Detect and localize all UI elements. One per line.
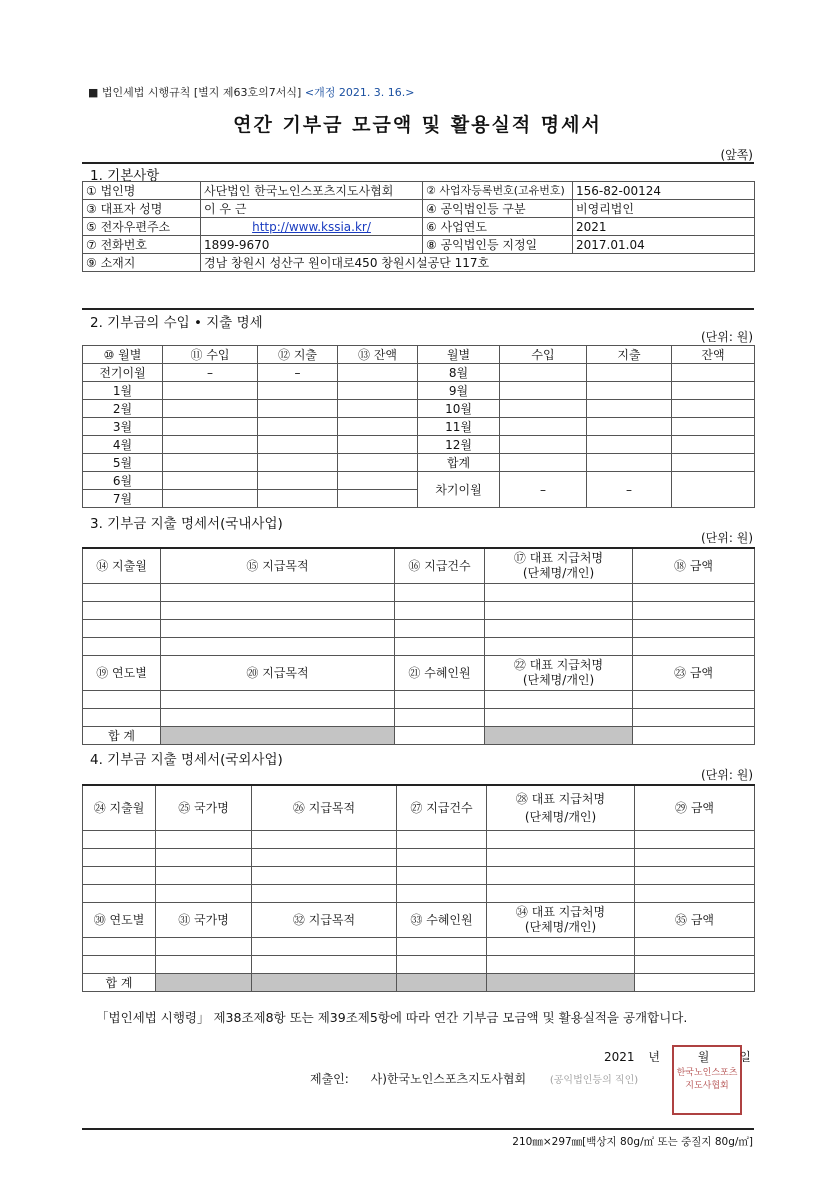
cell [252, 938, 397, 956]
cell [156, 974, 252, 992]
table-row [83, 254, 755, 272]
cell [635, 956, 755, 974]
col-expense-month: ㉔ 지출월 [83, 785, 156, 831]
cell [258, 490, 338, 508]
col-expense-2: 지출 [587, 346, 672, 364]
cell [252, 849, 397, 867]
cell [258, 436, 338, 454]
fiscal-year-value: 2021 [573, 218, 755, 236]
table-row [83, 436, 755, 454]
cell [500, 418, 587, 436]
cell [633, 709, 755, 727]
col-month-2: 월별 [418, 346, 500, 364]
seal-hint: (공익법인등의 직인) [549, 1075, 639, 1086]
table-row [83, 938, 755, 956]
table-row [83, 691, 755, 709]
col-purpose: ⑳ 지급목적 [161, 656, 395, 691]
cell [487, 831, 635, 849]
recipient-sub: (단체명/개인) [524, 920, 597, 934]
cell [397, 974, 487, 992]
col-amount: ㉙ 금액 [635, 785, 755, 831]
col-country: ㉛ 국가명 [156, 903, 252, 938]
month-label: 5월 [83, 454, 163, 472]
cell [338, 418, 418, 436]
col-amount: ⑱ 금액 [633, 548, 755, 584]
month-label: 1월 [83, 382, 163, 400]
designation-date-value: 2017.01.04 [573, 236, 755, 254]
col-income: ⑪ 수입 [163, 346, 258, 364]
cell [258, 418, 338, 436]
phone-value: 1899-9670 [201, 236, 423, 254]
cell [395, 584, 485, 602]
col-expense: ⑫ 지출 [258, 346, 338, 364]
date-wol: 월 [697, 1050, 710, 1064]
official-seal [672, 1045, 742, 1115]
section1-rule [82, 162, 754, 164]
section2-unit: (단위: 원) [701, 330, 753, 344]
col-month: ⑩ 월별 [83, 346, 163, 364]
cell [163, 490, 258, 508]
table-row [83, 885, 755, 903]
date-year: 2021 [604, 1050, 635, 1064]
carry-next-label: 차기이월 [418, 472, 500, 508]
cell [83, 885, 156, 903]
cell [161, 584, 395, 602]
cell [83, 602, 161, 620]
table-row [83, 400, 755, 418]
cell [252, 956, 397, 974]
col-amount: ㉓ 금액 [633, 656, 755, 691]
cell [397, 867, 487, 885]
cell [163, 436, 258, 454]
cell [338, 400, 418, 418]
form-reference [88, 84, 415, 100]
cell [635, 849, 755, 867]
recipient-title: ㉘ 대표 지급처명 [515, 792, 606, 806]
cell [635, 938, 755, 956]
cell [395, 709, 485, 727]
cell [252, 885, 397, 903]
cell [500, 400, 587, 418]
reg-number-label: ② 사업자등록번호(고유번호) [423, 182, 573, 200]
cell [156, 938, 252, 956]
col-year: ⑲ 연도별 [83, 656, 161, 691]
footer-rule [82, 1128, 754, 1130]
cell [500, 382, 587, 400]
cell [485, 602, 633, 620]
table-row [83, 584, 755, 602]
section4-unit: (단위: 원) [701, 768, 753, 782]
cell [397, 849, 487, 867]
reg-number-value: 156-82-00124 [573, 182, 755, 200]
recipient-sub: (단체명/개인) [522, 566, 595, 580]
table-row [83, 602, 755, 620]
cell [587, 454, 672, 472]
page-side: (앞쪽) [720, 148, 753, 162]
ceo-label: ③ 대표자 성명 [83, 200, 201, 218]
cell [83, 584, 161, 602]
cell [161, 638, 395, 656]
cell [635, 974, 755, 992]
table-header-row [83, 785, 755, 831]
submitter-label: 제출인: [310, 1072, 349, 1086]
website-link[interactable]: http://www.kssia.kr/ [252, 219, 371, 234]
col-purpose: ㉖ 지급목적 [252, 785, 397, 831]
recipient-title: ㉞ 대표 지급처명 [515, 905, 606, 919]
cell [163, 472, 258, 490]
cell [672, 382, 755, 400]
cell [258, 382, 338, 400]
total-row [83, 727, 755, 745]
cell [338, 364, 418, 382]
page-title: 연간 기부금 모금액 및 활용실적 명세서 [233, 114, 602, 136]
cell [397, 885, 487, 903]
cell [163, 418, 258, 436]
section1-title: 1. 기본사항 [90, 168, 160, 184]
org-type-label: ④ 공익법인등 구분 [423, 200, 573, 218]
income-expense-table [82, 345, 755, 508]
date-il: 일 [739, 1050, 751, 1064]
cell [156, 867, 252, 885]
cell [163, 454, 258, 472]
cell [395, 602, 485, 620]
table-header-row [83, 656, 755, 691]
month-label: 6월 [83, 472, 163, 490]
month-label: 2월 [83, 400, 163, 418]
total-label: 합 계 [83, 974, 156, 992]
corp-name-label: ① 법인명 [83, 182, 201, 200]
cell [252, 974, 397, 992]
table-row [83, 236, 755, 254]
carry-next-income: – [500, 472, 587, 508]
cell [338, 472, 418, 490]
table-row [83, 182, 755, 200]
table-row [83, 472, 755, 490]
cell [587, 436, 672, 454]
seal-text: 한국노인스포츠지도사협회 [676, 1068, 738, 1091]
fiscal-year-label: ⑥ 사업연도 [423, 218, 573, 236]
table-row [83, 218, 755, 236]
cell [83, 849, 156, 867]
col-income-2: 수입 [500, 346, 587, 364]
month-label: 3월 [83, 418, 163, 436]
section2-rule [82, 308, 754, 310]
cell [485, 620, 633, 638]
month-label: 11월 [418, 418, 500, 436]
revision-note: <개정 2021. 3. 16.> [304, 86, 415, 99]
cell [672, 400, 755, 418]
col-country: ㉕ 국가명 [156, 785, 252, 831]
cell [672, 418, 755, 436]
cell [587, 382, 672, 400]
submitter-line [310, 1070, 638, 1087]
cell [83, 691, 161, 709]
submitter-name: 사)한국노인스포츠지도사협회 [370, 1072, 527, 1086]
cell [633, 602, 755, 620]
table-row [83, 638, 755, 656]
col-balance: ⑬ 잔액 [338, 346, 418, 364]
cell [485, 638, 633, 656]
col-recipient [485, 548, 633, 584]
cell [252, 867, 397, 885]
cell [485, 584, 633, 602]
cell [672, 472, 755, 508]
cell [163, 382, 258, 400]
cell [83, 938, 156, 956]
table-row [83, 849, 755, 867]
cell [633, 691, 755, 709]
month-label: 10월 [418, 400, 500, 418]
section3-title: 3. 기부금 지출 명세서(국내사업) [90, 516, 283, 532]
cell [672, 364, 755, 382]
cell [161, 709, 395, 727]
date-nyeon: 년 [648, 1050, 660, 1064]
cell [395, 727, 485, 745]
table-row [83, 709, 755, 727]
table-row [83, 382, 755, 400]
col-recipient [487, 903, 635, 938]
overseas-expense-table [82, 784, 755, 992]
cell [156, 885, 252, 903]
col-beneficiaries: ㉑ 수혜인원 [395, 656, 485, 691]
month-label: 8월 [418, 364, 500, 382]
col-recipient [487, 785, 635, 831]
cell [83, 638, 161, 656]
col-purpose: ⑮ 지급목적 [161, 548, 395, 584]
recipient-sub: (단체명/개인) [522, 673, 595, 687]
table-row [83, 831, 755, 849]
section2-title: 2. 기부금의 수입 • 지출 명세 [90, 315, 263, 331]
cell [485, 727, 633, 745]
table-header-row [83, 548, 755, 584]
month-label: 7월 [83, 490, 163, 508]
cell [485, 691, 633, 709]
cell [487, 956, 635, 974]
section3-unit: (단위: 원) [701, 531, 753, 545]
cell [633, 727, 755, 745]
cell [487, 885, 635, 903]
cell [487, 849, 635, 867]
cell [635, 831, 755, 849]
carry-next-expense: – [587, 472, 672, 508]
month-label: 9월 [418, 382, 500, 400]
cell [487, 974, 635, 992]
table-row [83, 620, 755, 638]
cell [397, 831, 487, 849]
cell [587, 400, 672, 418]
cell [397, 938, 487, 956]
domestic-expense-table [82, 547, 755, 745]
carry-prev-income: – [163, 364, 258, 382]
cell [395, 638, 485, 656]
col-balance-2: 잔액 [672, 346, 755, 364]
cell [83, 867, 156, 885]
cell [635, 867, 755, 885]
ceo-value: 이 우 근 [201, 200, 423, 218]
cell [633, 638, 755, 656]
cell [485, 709, 633, 727]
cell [633, 584, 755, 602]
recipient-title: ⑰ 대표 지급처명 [513, 551, 604, 565]
email-label: ⑤ 전자우편주소 [83, 218, 201, 236]
col-count: ㉗ 지급건수 [397, 785, 487, 831]
recipient-sub: (단체명/개인) [524, 810, 597, 824]
month-label: 4월 [83, 436, 163, 454]
cell [163, 400, 258, 418]
cell [161, 620, 395, 638]
cell [252, 831, 397, 849]
col-amount: ㉟ 금액 [635, 903, 755, 938]
phone-label: ⑦ 전화번호 [83, 236, 201, 254]
table-header-row [83, 903, 755, 938]
cell [487, 867, 635, 885]
address-value: 경남 창원시 성산구 원이대로450 창원시설공단 117호 [201, 254, 755, 272]
col-beneficiaries: ㉝ 수혜인원 [397, 903, 487, 938]
cell [587, 364, 672, 382]
cell [258, 400, 338, 418]
cell [83, 709, 161, 727]
cell [672, 436, 755, 454]
cell [156, 831, 252, 849]
table-header-row [83, 346, 755, 364]
designation-date-label: ⑧ 공익법인등 지정일 [423, 236, 573, 254]
table-row [83, 956, 755, 974]
table-row [83, 364, 755, 382]
cell [161, 727, 395, 745]
table-row [83, 200, 755, 218]
cell [672, 454, 755, 472]
cell [500, 436, 587, 454]
col-expense-month: ⑭ 지출월 [83, 548, 161, 584]
cell [500, 364, 587, 382]
total-label: 합 계 [83, 727, 161, 745]
cell [397, 956, 487, 974]
cell [338, 454, 418, 472]
cell [258, 454, 338, 472]
cell [487, 938, 635, 956]
paper-spec: 210㎜×297㎜[백상지 80g/㎡ 또는 중질지 80g/㎡] [512, 1136, 753, 1148]
recipient-title: ㉒ 대표 지급처명 [513, 658, 604, 672]
total-label: 합계 [418, 454, 500, 472]
col-count: ⑯ 지급건수 [395, 548, 485, 584]
cell [633, 620, 755, 638]
cell [258, 472, 338, 490]
cell [83, 956, 156, 974]
table-row [83, 867, 755, 885]
cell [338, 382, 418, 400]
table-row [83, 454, 755, 472]
month-label: 전기이월 [83, 364, 163, 382]
col-year: ㉚ 연도별 [83, 903, 156, 938]
address-label: ⑨ 소재지 [83, 254, 201, 272]
email-value[interactable] [201, 218, 423, 236]
cell [156, 956, 252, 974]
cell [338, 490, 418, 508]
cell [500, 454, 587, 472]
basic-info-table [82, 181, 755, 272]
month-label: 12월 [418, 436, 500, 454]
cell [156, 849, 252, 867]
section4-title: 4. 기부금 지출 명세서(국외사업) [90, 752, 283, 768]
carry-prev-expense: – [258, 364, 338, 382]
cell [338, 436, 418, 454]
table-row [83, 418, 755, 436]
rule-reference: ■ 법인세법 시행규칙 [별지 제63호의7서식] [88, 86, 302, 99]
cell [161, 602, 395, 620]
cell [83, 620, 161, 638]
disclosure-statement: 「법인세법 시행령」 제38조제8항 또는 제39조제5항에 따라 연간 기부금 모금액 및 활용실적을 공개합니다. [96, 1010, 688, 1025]
cell [83, 831, 156, 849]
total-row [83, 974, 755, 992]
org-type-value: 비영리법인 [573, 200, 755, 218]
cell [635, 885, 755, 903]
col-purpose: ㉜ 지급목적 [252, 903, 397, 938]
col-recipient [485, 656, 633, 691]
cell [161, 691, 395, 709]
corp-name-value: 사단법인 한국노인스포츠지도사협회 [201, 182, 423, 200]
cell [395, 691, 485, 709]
cell [587, 418, 672, 436]
cell [395, 620, 485, 638]
